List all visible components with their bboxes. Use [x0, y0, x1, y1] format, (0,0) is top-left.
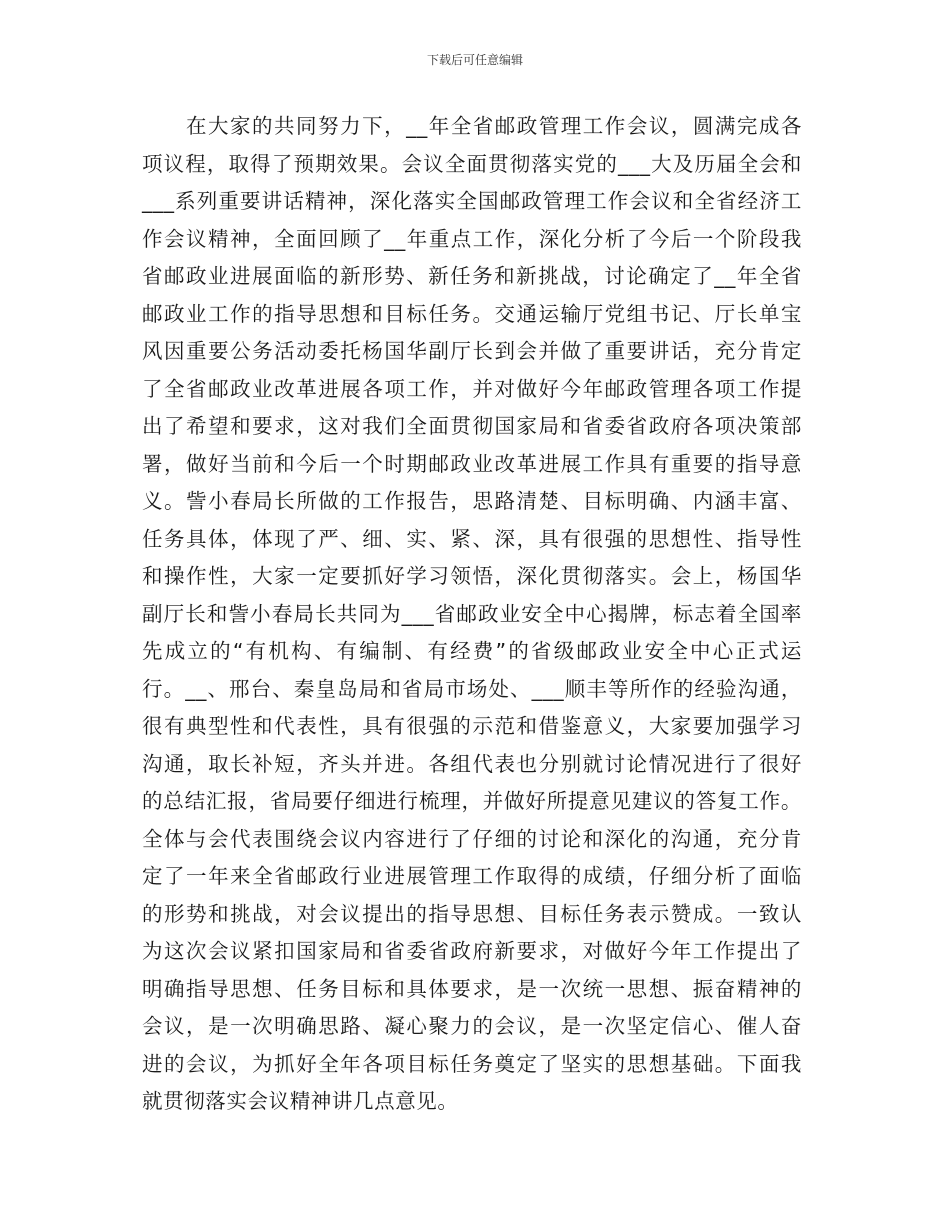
paragraph-line: 的总结汇报，省局要仔细进行梳理，并做好所提意见建议的答复工作。 — [142, 789, 802, 813]
body-paragraph — [142, 108, 802, 1121]
paragraph-line: 义。訾小春局长所做的工作报告，思路清楚、目标明确、内涵丰富、 — [142, 489, 802, 513]
paragraph-line: 署，做好当前和今后一个时期邮政业改革进展工作具有重要的指导意 — [142, 451, 802, 476]
paragraph-line: 和操作性，大家一定要抓好学习领悟，深化贯彻落实。会上，杨国华 — [142, 564, 802, 588]
paragraph-line: 项议程，取得了预期效果。会议全面贯彻落实党的___大及历届全会和 — [142, 151, 802, 176]
paragraph-line: 沟通，取长补短，齐头并进。各组代表也分别就讨论情况进行了很好 — [142, 751, 802, 776]
paragraph-line: 副厅长和訾小春局长共同为___省邮政业安全中心揭牌，标志着全国率 — [142, 601, 802, 626]
paragraph-line: 作会议精神，全面回顾了__年重点工作，深化分析了今后一个阶段我 — [142, 226, 802, 251]
paragraph-line: 省邮政业进展面临的新形势、新任务和新挑战，讨论确定了__年全省 — [142, 264, 802, 288]
paragraph-line: 出了希望和要求，这对我们全面贯彻国家局和省委省政府各项决策部 — [142, 414, 802, 438]
paragraph-line: 风因重要公务活动委托杨国华副厅长到会并做了重要讲话，充分肯定 — [142, 339, 802, 363]
paragraph-line: 就贯彻落实会议精神讲几点意见。 — [142, 1089, 459, 1113]
paragraph-line: 先成立的“有机构、有编制、有经费”的省级邮政业安全中心正式运 — [142, 639, 802, 663]
paragraph-line: 了全省邮政业改革进展各项工作，并对做好今年邮政管理各项工作提 — [142, 376, 802, 401]
paragraph-line: 明确指导思想、任务目标和具体要求，是一次统一思想、振奋精神的 — [142, 976, 802, 1001]
paragraph-line: 很有典型性和代表性，具有很强的示范和借鉴意义，大家要加强学习 — [142, 714, 802, 738]
paragraph-line: 任务具体，体现了严、细、实、紧、深，具有很强的思想性、指导性 — [142, 526, 802, 551]
paragraph-line: 为这次会议紧扣国家局和省委省政府新要求，对做好今年工作提出了 — [142, 939, 802, 963]
page-header: 下载后可任意编辑 — [426, 53, 523, 67]
paragraph-line: 邮政业工作的指导思想和目标任务。交通运输厅党组书记、厅长单宝 — [142, 301, 802, 326]
paragraph-line: 行。__、邢台、秦皇岛局和省局市场处、___顺丰等所作的经验沟通， — [142, 676, 802, 701]
paragraph-line: ___系列重要讲话精神，深化落实全国邮政管理工作会议和全省经济工 — [142, 189, 802, 213]
paragraph-line: 进的会议，为抓好全年各项目标任务奠定了坚实的思想基础。下面我 — [142, 1051, 802, 1076]
paragraph-line: 全体与会代表围绕会议内容进行了仔细的讨论和深化的沟通，充分肯 — [142, 826, 802, 851]
paragraph-line: 定了一年来全省邮政行业进展管理工作取得的成绩，仔细分析了面临 — [142, 864, 802, 888]
paragraph-line: 在大家的共同努力下，__年全省邮政管理工作会议，圆满完成各 — [186, 114, 802, 138]
paragraph-line: 的形势和挑战，对会议提出的指导思想、目标任务表示赞成。一致认 — [142, 901, 802, 926]
paragraph-line: 会议，是一次明确思路、凝心聚力的会议，是一次坚定信心、催人奋 — [142, 1014, 802, 1038]
